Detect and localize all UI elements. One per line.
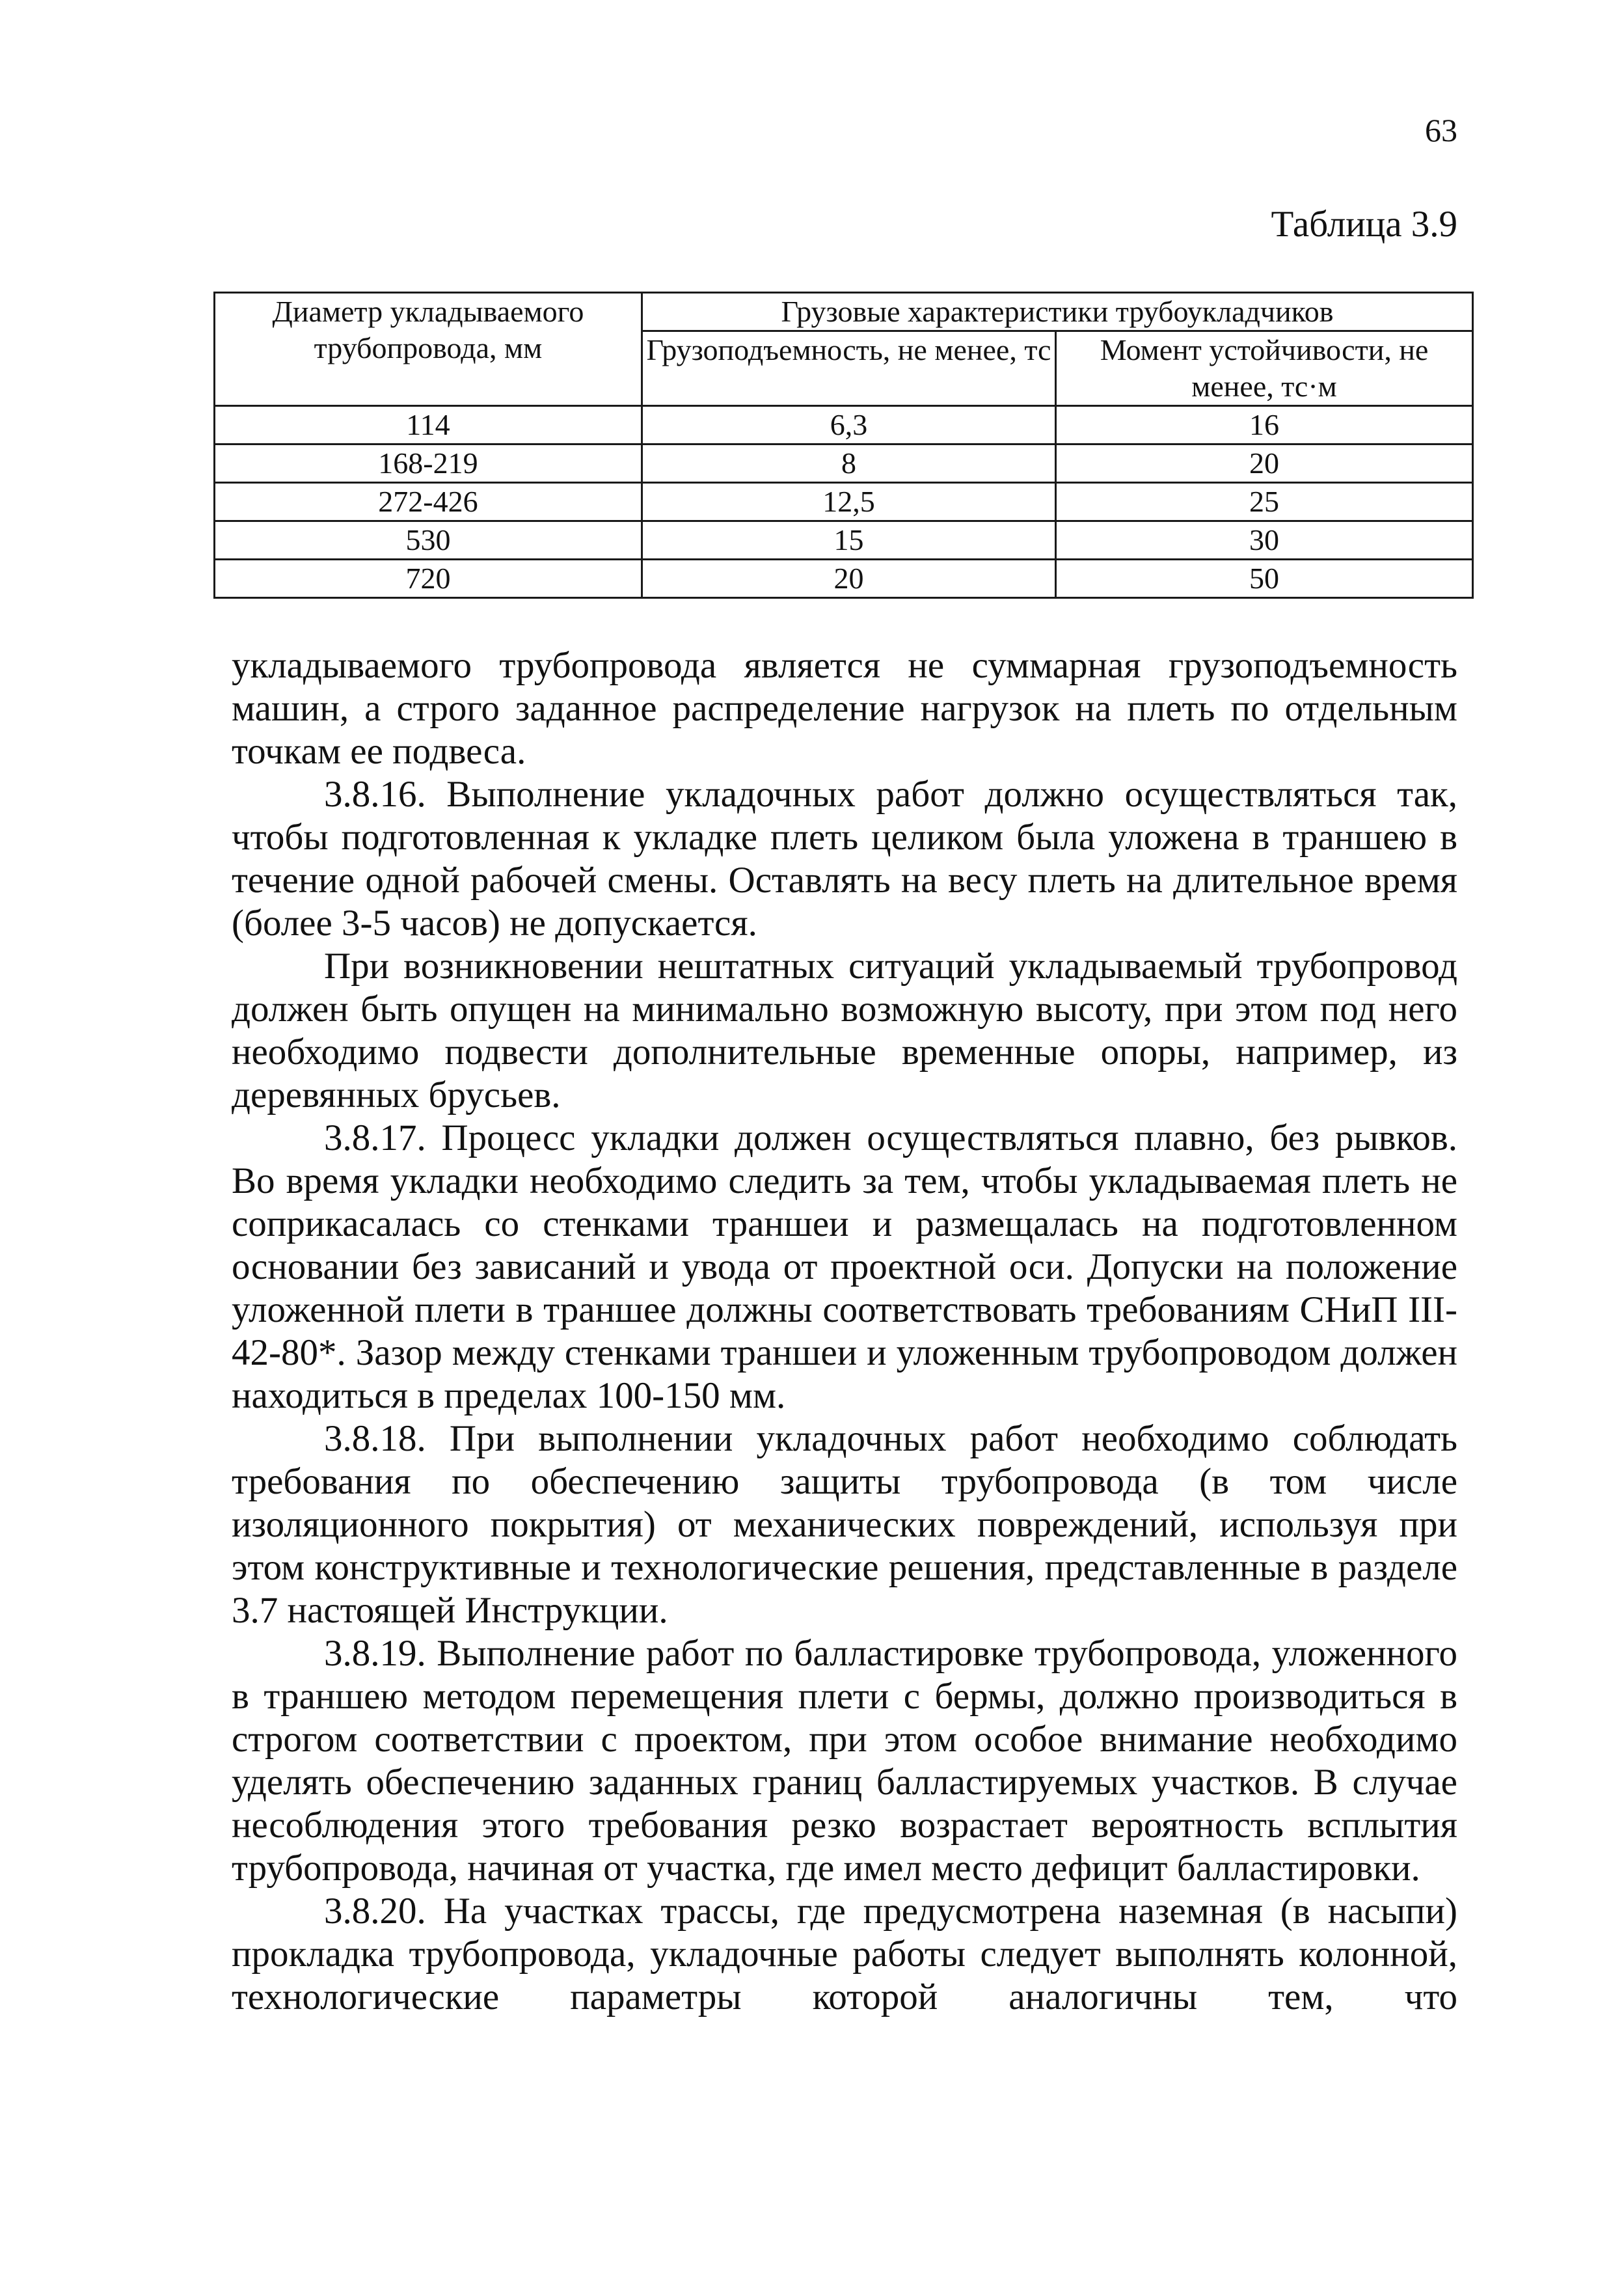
paragraph-3-8-17: 3.8.17. Процесс укладки должен осуществляться плавно, без рывков. Во время укладки необходимо следить за тем, чтобы укладываемая плеть не соприкасалась со стенками траншеи и размещалась на подготовленном основании без зависаний и увода от проектной оси. Допуски на положение уложенной плети в траншее должны соответствовать требованиям СНиП III-42-80*. Зазор между стенками траншеи и уложенным трубопроводом должен находиться в пределах 100-150 мм. — [232, 1117, 1457, 1416]
header-moment: Момент устойчивости, не менее, тс·м — [1056, 331, 1473, 406]
cell-capacity: 8 — [642, 444, 1055, 483]
paragraph-continuation: укладываемого трубопровода является не суммарная грузоподъемность машин, а строго заданное распределение нагрузок на плеть по отдельным точкам ее подвеса. — [232, 645, 1457, 772]
cell-diameter: 530 — [215, 521, 642, 560]
header-group-characteristics: Грузовые характеристики трубоукладчиков — [642, 293, 1472, 331]
cell-moment: 20 — [1056, 444, 1473, 483]
paragraph-emergency: При возникновении нештатных ситуаций укладываемый трубопровод должен быть опущен на минимально возможную высоту, при этом под него необходимо подвести дополнительные временные опоры, например, из деревянных брусьев. — [232, 946, 1457, 1115]
body-text — [232, 644, 1457, 2019]
page-number: 63 — [1425, 112, 1457, 148]
cell-moment: 16 — [1056, 406, 1473, 444]
cell-diameter: 168-219 — [215, 444, 642, 483]
table-row — [215, 444, 1473, 483]
cell-moment: 50 — [1056, 560, 1473, 598]
cell-capacity: 6,3 — [642, 406, 1055, 444]
header-diameter: Диаметр укладываемого трубопровода, мм — [215, 293, 642, 406]
cell-moment: 30 — [1056, 521, 1473, 560]
cell-diameter: 272-426 — [215, 483, 642, 521]
header-capacity: Грузоподъемность, не менее, тс — [642, 331, 1055, 406]
cell-capacity: 12,5 — [642, 483, 1055, 521]
cell-capacity: 20 — [642, 560, 1055, 598]
table-row — [215, 483, 1473, 521]
paragraph-3-8-16: 3.8.16. Выполнение укладочных работ должно осуществляться так, чтобы подготовленная к укладке плеть целиком была уложена в траншею в течение одной рабочей смены. Оставлять на весу плеть на длительное время (более 3-5 часов) не допускается. — [232, 774, 1457, 944]
cell-diameter: 720 — [215, 560, 642, 598]
cell-moment: 25 — [1056, 483, 1473, 521]
cell-diameter: 114 — [215, 406, 642, 444]
cell-capacity: 15 — [642, 521, 1055, 560]
paragraph-3-8-19: 3.8.19. Выполнение работ по балластировке трубопровода, уложенного в траншею методом перемещения плети с бермы, должно производиться в строгом соответствии с проектом, при этом особое внимание необходимо уделять обеспечению заданных границ балластируемых участков. В случае несоблюдения этого требования резко возрастает вероятность всплытия трубопровода, начиная от участка, где имел место дефицит балластировки. — [232, 1633, 1457, 1889]
table-row — [215, 406, 1473, 444]
table-title: Таблица 3.9 — [1271, 204, 1457, 245]
paragraph-3-8-20: 3.8.20. На участках трассы, где предусмотрена наземная (в насыпи) прокладка трубопровода, укладочные работы следует выполнять колонной, технологические параметры которой аналогичны тем, что — [232, 1891, 1457, 2017]
paragraph-3-8-18: 3.8.18. При выполнении укладочных работ необходимо соблюдать требования по обеспечению защиты трубопровода (в том числе изоляционного покрытия) от механических повреждений, используя при этом конструктивные и технологические решения, представленные в разделе 3.7 настоящей Инструкции. — [232, 1418, 1457, 1631]
crane-characteristics-table — [213, 292, 1474, 599]
table-row — [215, 560, 1473, 598]
table-row — [215, 521, 1473, 560]
